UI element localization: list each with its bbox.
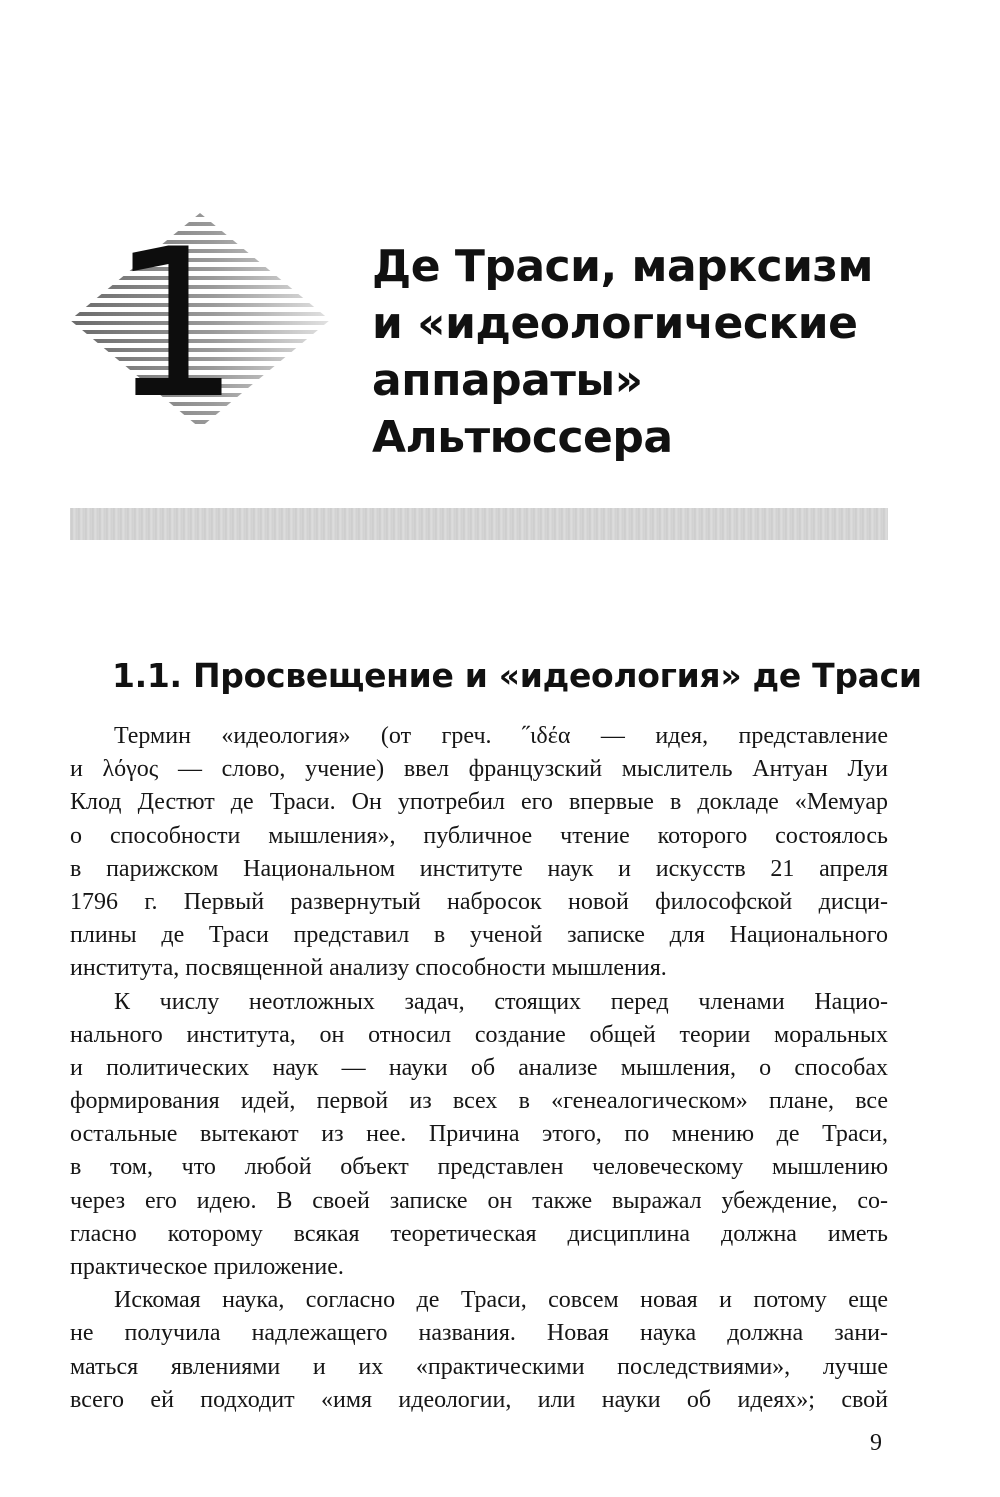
body-line: нального института, он относил создание общей теории моральных	[70, 1021, 888, 1048]
body-line: остальные вытекают из нее. Причина этого, по мнению де Траси,	[70, 1121, 888, 1148]
body-text	[70, 720, 888, 1417]
body-line: не получила надлежащего названия. Новая наука должна зани-	[70, 1320, 888, 1347]
decorative-gray-band	[70, 508, 888, 540]
body-line: и политических наук — науки об анализе мышления, о способах	[70, 1054, 888, 1081]
body-line: о способности мышления», публичное чтение которого состоялось	[70, 822, 888, 849]
chapter-heading	[70, 205, 950, 465]
body-line: К числу неотложных задач, стоящих перед членами Нацио-	[114, 988, 888, 1015]
page-number: 9	[870, 1430, 882, 1456]
chapter-title-line: Де Траси, марксизм	[372, 241, 873, 292]
body-line: в парижском Национальном институте наук и искусств 21 апреля	[70, 855, 888, 882]
chapter-title-line: и «идеологические	[372, 298, 858, 349]
body-line: практическое приложение.	[70, 1254, 344, 1280]
body-line: 1796 г. Первый развернутый набросок новой философской дисци-	[70, 888, 888, 915]
body-line: и λόγος — слово, учение) ввел французский мыслитель Антуан Луи	[70, 756, 888, 783]
chapter-title-line: Альтюссера	[372, 412, 673, 463]
body-line: через его идею. В своей записке он также выражал убеждение, со-	[70, 1187, 888, 1214]
body-line: Термин «идеология» (от греч. ˝ιδέα — идея, представление	[114, 723, 888, 749]
body-line: Клод Дестют де Траси. Он употребил его впервые в докладе «Мемуар	[70, 789, 888, 816]
body-line: формирования идей, первой из всех в «генеалогическом» плане, все	[70, 1088, 888, 1115]
body-line: Искомая наука, согласно де Траси, совсем новая и потому еще	[114, 1287, 888, 1314]
body-line: маться явлениями и их «практическими последствиями», лучше	[70, 1353, 888, 1380]
section-title: 1.1. Просвещение и «идеология» де Траси	[112, 656, 922, 695]
chapter-title-line: аппараты»	[372, 355, 643, 406]
chapter-number: 1	[110, 206, 235, 444]
body-line: института, посвященной анализу способности мышления.	[70, 955, 667, 982]
body-line: гласно которому всякая теоретическая дисциплина должна иметь	[70, 1220, 888, 1247]
body-line: плины де Траси представил в ученой записке для Национального	[70, 922, 888, 949]
body-line: в том, что любой объект представлен человеческому мышлению	[70, 1154, 888, 1181]
chapter-title	[372, 238, 932, 466]
body-line: всего ей подходит «имя идеологии, или науки об идеях»; свой	[70, 1386, 888, 1413]
